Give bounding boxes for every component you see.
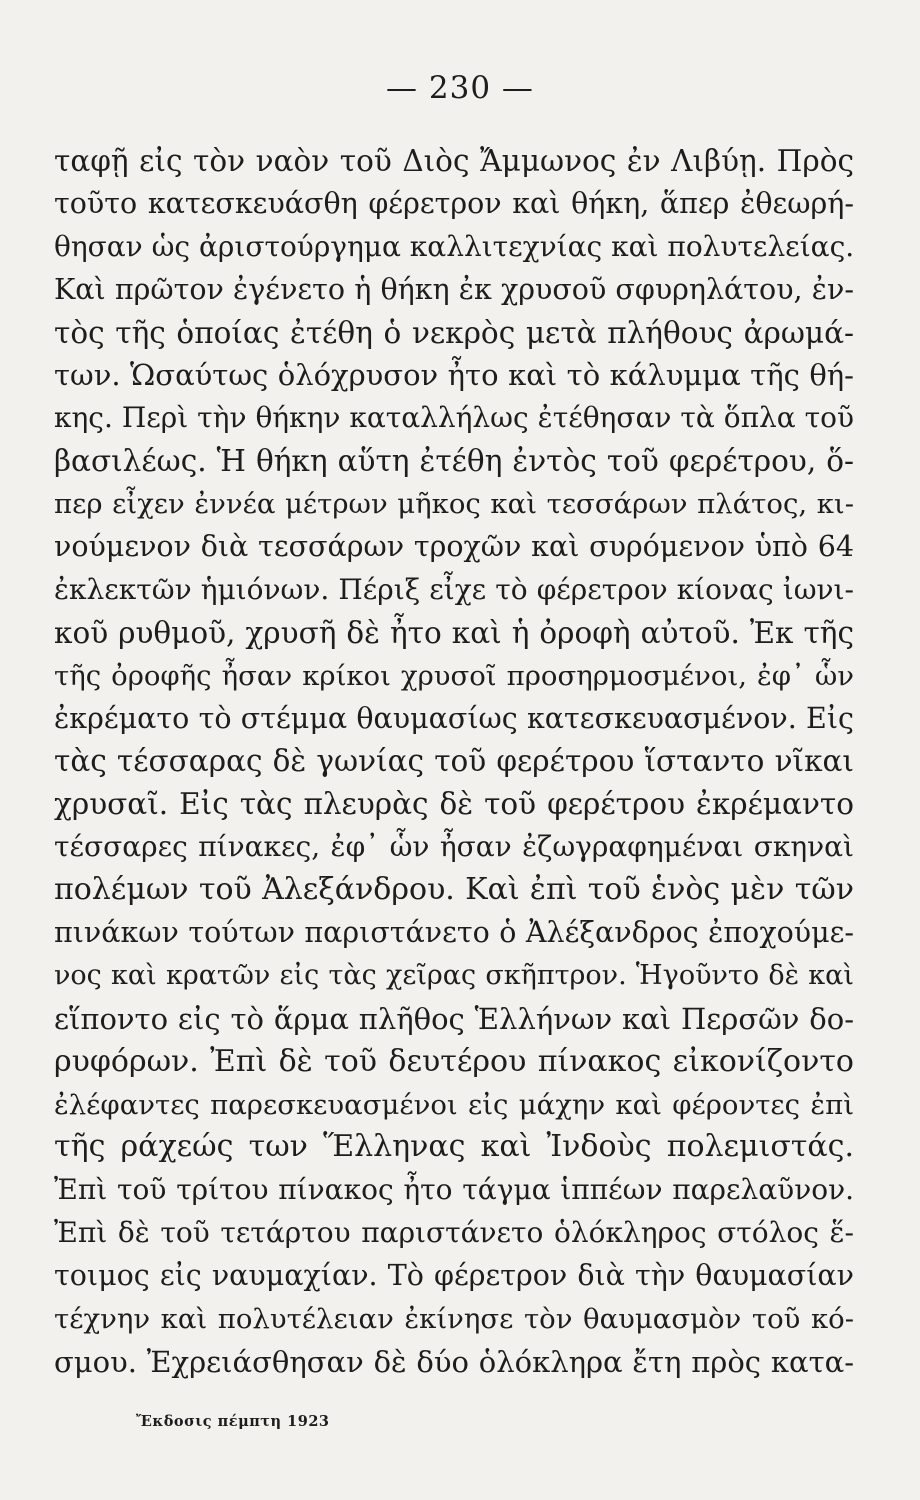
text-line: βασιλέως. Ἡ θήκη αὕτη ἐτέθη ἐντὸς τοῦ φερέτρου, ὅ- — [54, 444, 854, 479]
text-line: Ἐπὶ δὲ τοῦ τετάρτου παριστάνετο ὁλόκληρος στόλος ἕ- — [54, 1216, 854, 1250]
text-line: τὰς τέσσαρας δὲ γωνίας τοῦ φερέτρου ἵσταντο νῖκαι — [54, 744, 854, 779]
text-line: εἵποντο εἰς τὸ ἅρμα πλῆθος Ἑλλήνων καὶ Περσῶν δο- — [54, 1001, 854, 1036]
text-line: των. Ὡσαύτως ὁλόχρυσον ἦτο καὶ τὸ κάλυμμα τῆς θή- — [54, 358, 854, 393]
text-line: θησαν ὡς ἀριστούργημα καλλιτεχνίας καὶ πολυτελείας. — [54, 229, 854, 263]
text-line: Ἐπὶ τοῦ τρίτου πίνακος ἦτο τάγμα ἱππέων παρελαῦνον. — [54, 1173, 854, 1207]
text-line: σμου. Ἐχρειάσθησαν δὲ δύο ὁλόκληρα ἔτη πρὸς κατα- — [54, 1344, 854, 1379]
page-number: — 230 — — [386, 70, 534, 106]
text-line: τέχνην καὶ πολυτέλειαν ἐκίνησε τὸν θαυμασμὸν τοῦ κό- — [54, 1303, 854, 1336]
text-line: ταφῇ εἰς τὸν ναὸν τοῦ Διὸς Ἄμμωνος ἐν Λιβύῃ. Πρὸς — [54, 144, 854, 178]
text-line: ἐλέφαντες παρεσκευασμένοι εἰς μάχην καὶ φέροντες ἐπὶ — [54, 1088, 854, 1121]
text-line: ἐκλεκτῶν ἡμιόνων. Πέριξ εἶχε τὸ φέρετρον κίονας ἰωνι- — [54, 572, 854, 606]
text-line: Καὶ πρῶτον ἐγένετο ἡ θήκη ἐκ χρυσοῦ σφυρηλάτου, ἐν- — [54, 272, 854, 306]
text-line: νος καὶ κρατῶν εἰς τὰς χεῖρας σκῆπτρον. Ἡγοῦντο δὲ καὶ — [54, 959, 854, 991]
text-line: τῆς ὀροφῆς ἦσαν κρίκοι χρυσοῖ προσηρμοσμένοι, ἐφ᾽ ὧν — [54, 659, 854, 692]
text-line: τὸς τῆς ὁποίας ἐτέθη ὁ νεκρὸς μετὰ πλήθους ἀρωμά- — [54, 315, 854, 350]
text-line: χρυσαῖ. Εἰς τὰς πλευρὰς δὲ τοῦ φερέτρου ἐκρέμαντο — [54, 787, 854, 822]
text-line: κοῦ ρυθμοῦ, χρυσῆ δὲ ἦτο καὶ ἡ ὀροφὴ αὐτοῦ. Ἐκ τῆς — [54, 615, 854, 650]
text-line: περ εἶχεν ἐννέα μέτρων μῆκος καὶ τεσσάρων πλάτος, κι- — [54, 488, 854, 521]
text-line: ρυφόρων. Ἐπὶ δὲ τοῦ δευτέρου πίνακος εἰκονίζοντο — [54, 1043, 854, 1079]
text-line: ἐκρέματο τὸ στέμμα θαυμασίως κατεσκευασμένον. Εἰς — [54, 701, 854, 735]
text-line: πολέμων τοῦ Ἀλεξάνδρου. Καὶ ἐπὶ τοῦ ἑνὸς μὲν τῶν — [54, 872, 854, 908]
edition-note: Ἔκδοσις πέμπτη 1923 — [136, 1413, 330, 1430]
body-text — [54, 140, 854, 1384]
text-line: κης. Περὶ τὴν θήκην καταλλήλως ἐτέθησαν τὰ ὅπλα τοῦ — [54, 401, 854, 435]
text-line: τοῦτο κατεσκευάσθη φέρετρον καὶ θήκη, ἅπερ ἐθεωρή- — [54, 186, 854, 220]
text-line: τέσσαρες πίνακες, ἐφ᾽ ὧν ἦσαν ἐζωγραφημέναι σκηναὶ — [54, 830, 854, 864]
text-line: τῆς ράχεώς των Ἕλληνας καὶ Ἰνδοὺς πολεμιστάς. — [54, 1129, 854, 1165]
text-line: τοιμος εἰς ναυμαχίαν. Τὸ φέρετρον διὰ τὴν θαυμασίαν — [54, 1259, 854, 1293]
text-line: πινάκων τούτων παριστάνετο ὁ Ἀλέξανδρος ἐποχούμε- — [54, 916, 854, 950]
text-line: νούμενον διὰ τεσσάρων τροχῶν καὶ συρόμενον ὑπὸ 64 — [54, 530, 854, 564]
